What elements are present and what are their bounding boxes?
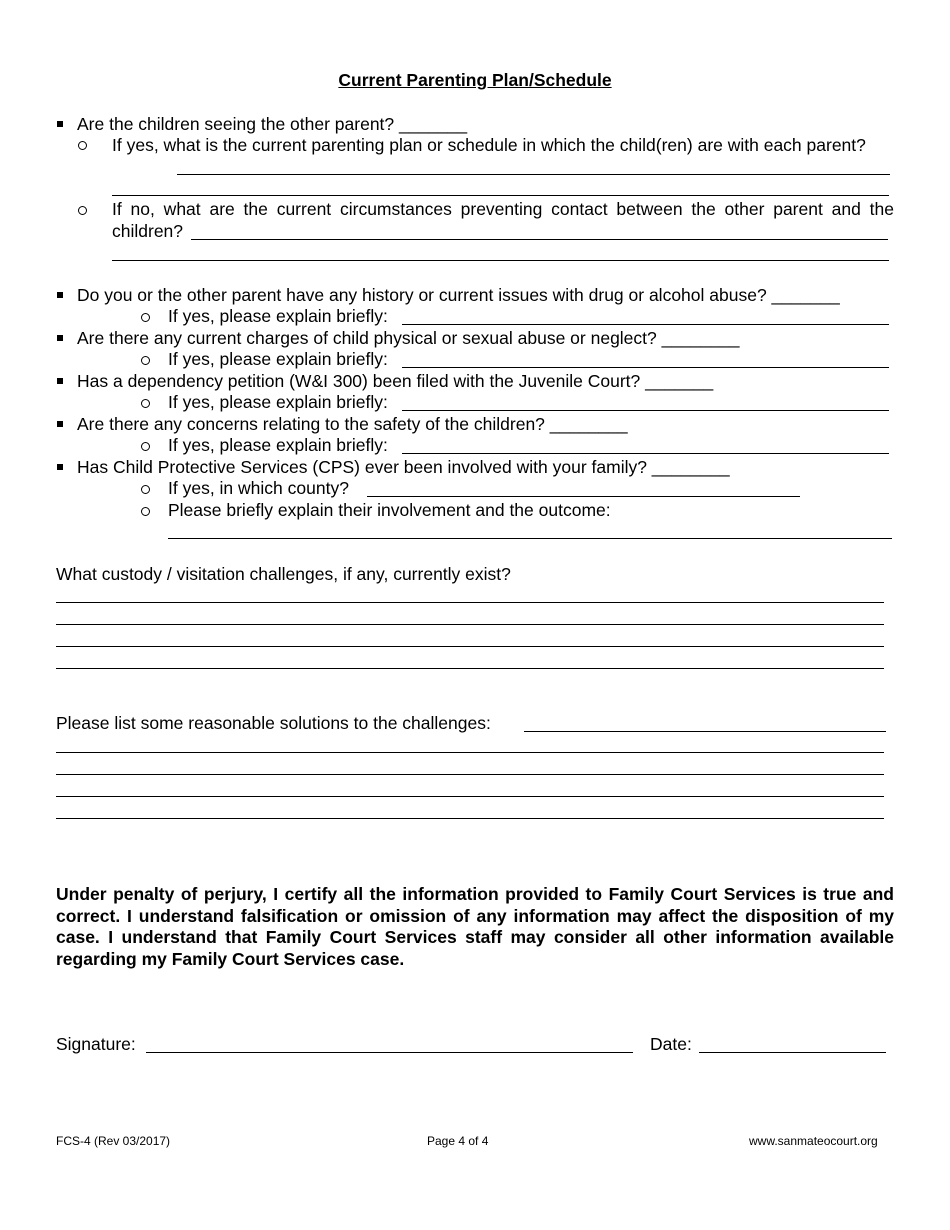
challenges-label: What custody / visitation challenges, if any, currently exist?	[56, 564, 511, 584]
question-drug-alcohol: Do you or the other parent have any history or current issues with drug or alcohol abuse? _______	[77, 285, 840, 305]
question-children-seeing-parent: Are the children seeing the other parent? _______	[77, 114, 468, 134]
bullet-circle	[78, 206, 87, 215]
followup-label: If yes, please explain briefly:	[168, 435, 388, 455]
answer-line[interactable]	[177, 174, 890, 175]
involvement-label: Please briefly explain their involvement and the outcome:	[168, 500, 611, 520]
answer-line[interactable]	[56, 602, 884, 603]
answer-line[interactable]	[524, 731, 886, 732]
answer-line[interactable]	[402, 410, 889, 411]
bullet-circle	[141, 356, 150, 365]
answer-line[interactable]	[191, 239, 888, 240]
bullet-square	[57, 378, 63, 384]
signature-label: Signature:	[56, 1034, 136, 1054]
answer-line[interactable]	[56, 796, 884, 797]
date-label: Date:	[650, 1034, 692, 1054]
page-title: Current Parenting Plan/Schedule	[338, 70, 612, 90]
followup-label: If yes, please explain briefly:	[168, 306, 388, 326]
question-circumstances	[112, 199, 894, 242]
bullet-circle	[78, 141, 87, 150]
county-answer-line[interactable]	[367, 496, 800, 497]
bullet-square	[57, 292, 63, 298]
answer-line[interactable]	[112, 195, 889, 196]
bullet-square	[57, 421, 63, 427]
answer-line[interactable]	[402, 367, 889, 368]
answer-line[interactable]	[56, 774, 884, 775]
bullet-circle	[141, 485, 150, 494]
signature-line[interactable]	[146, 1052, 633, 1053]
question-safety-concerns: Are there any concerns relating to the safety of the children? ________	[77, 414, 628, 434]
answer-line[interactable]	[168, 538, 892, 539]
question-parenting-plan	[112, 135, 894, 157]
bullet-circle	[141, 399, 150, 408]
question-abuse-charges: Are there any current charges of child physical or sexual abuse or neglect? ________	[77, 328, 740, 348]
bullet-circle	[141, 442, 150, 451]
parenting-plan-text: If yes, what is the current parenting plan or schedule in which the child(ren) are with each parent?	[112, 135, 866, 155]
bullet-square	[57, 121, 63, 127]
answer-line[interactable]	[56, 818, 884, 819]
followup-label: If yes, please explain briefly:	[168, 349, 388, 369]
bullet-circle	[141, 507, 150, 516]
website-link[interactable]: www.sanmateocourt.org	[749, 1134, 878, 1148]
answer-line[interactable]	[402, 324, 889, 325]
answer-line[interactable]	[56, 624, 884, 625]
county-label: If yes, in which county?	[168, 478, 349, 498]
answer-line[interactable]	[56, 668, 884, 669]
bullet-circle	[141, 313, 150, 322]
bullet-square	[57, 464, 63, 470]
date-line[interactable]	[699, 1052, 886, 1053]
bullet-square	[57, 335, 63, 341]
answer-line[interactable]	[56, 752, 884, 753]
question-dependency-petition: Has a dependency petition (W&I 300) been filed with the Juvenile Court? _______	[77, 371, 714, 391]
form-id: FCS-4 (Rev 03/2017)	[56, 1134, 171, 1148]
answer-line[interactable]	[56, 646, 884, 647]
solutions-label: Please list some reasonable solutions to the challenges:	[56, 713, 491, 733]
circumstances-text: If no, what are the current circumstances preventing contact between the other parent and the children?	[112, 199, 894, 241]
certification-statement: Under penalty of perjury, I certify all the information provided to Family Court Services is true and correct. I understand falsification or omission of any information may affect the disposition of my case. I understand that Family Court Services staff may consider all other information available regarding my Family Court Services case.	[56, 884, 894, 969]
question-cps: Has Child Protective Services (CPS) ever been involved with your family? ________	[77, 457, 730, 477]
page-number: Page 4 of 4	[427, 1134, 489, 1148]
followup-label: If yes, please explain briefly:	[168, 392, 388, 412]
answer-line[interactable]	[112, 260, 889, 261]
answer-line[interactable]	[402, 453, 889, 454]
